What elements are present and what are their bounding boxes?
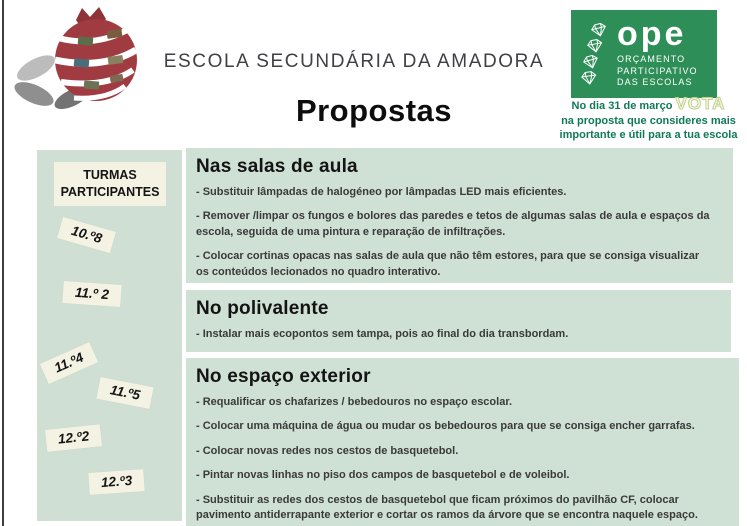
section-polivalente [186, 290, 731, 352]
vote-callout [550, 94, 747, 143]
ope-logo [571, 10, 717, 98]
class-tag-11-2: 11.º 2 [62, 281, 121, 307]
page-title: Propostas [295, 93, 453, 128]
section-title: Nas salas de aula [196, 156, 358, 177]
class-tag-11-4: 11.º4 [40, 342, 98, 384]
sidebar-turmas-panel [37, 150, 182, 521]
vote-line-3: importante e útil para a tua escola [559, 129, 738, 141]
proposal-item: - Substituir lâmpadas de halogéneo por lâmpadas LED mais eficientes. [196, 186, 567, 198]
vote-prefix: No dia 31 de março [571, 100, 673, 112]
diamond-icon [578, 69, 600, 88]
proposal-item: - Substituir as redes dos cestos de basquetebol que ficam próximos do pavilhão CF, colocar pavimento antiderrapante exterior e cortar os ramos da árvore que se encontra naquele espaço. [196, 493, 698, 521]
ope-tagline-line: DAS ESCOLAS [617, 77, 693, 88]
ope-wordmark: ope [617, 15, 687, 54]
proposal-item: - Pintar novas linhas no piso dos campos de basquetebol e de voleibol. [196, 469, 570, 482]
vote-line-2: na proposta que consideres mais [561, 114, 736, 127]
vote-word: VOTA [675, 94, 726, 113]
section-title: No polivalente [196, 298, 329, 319]
proposal-item: - Remover /limpar os fungos e bolores das paredes e tetos de algumas salas de aula e espaços da escola, seguida de uma pintura e reparação de infiltrações. [196, 210, 710, 238]
turmas-title: TURMAS PARTICIPANTES [54, 162, 166, 206]
class-tag-10-8: 10.º8 [57, 217, 116, 253]
page-left-border [2, 0, 4, 526]
section-salas-de-aula [186, 148, 733, 283]
proposal-item: - Colocar cortinas opacas nas salas de aula que não têm estores, para que se consiga visualizar os conteúdos lecionados no quadro interativo. [196, 250, 700, 278]
proposal-item: - Requalificar os chafarizes / bebedouros no espaço escolar. [196, 396, 513, 408]
class-tag-12-3: 12.º3 [88, 469, 145, 495]
proposal-item: - Colocar novas redes nos cestos de basquetebol. [196, 444, 459, 457]
ope-tagline [617, 54, 711, 89]
pomegranate-logo-icon [12, 4, 152, 116]
proposal-item: - Instalar mais ecopontos sem tampa, pois ao final do dia transbordam. [196, 328, 569, 340]
ope-diamond-icons [579, 22, 613, 86]
ope-tagline-line: PARTICIPATIVO [617, 65, 698, 76]
vote-line-1 [550, 94, 747, 114]
proposal-item: - Colocar uma máquina de água ou mudar os bebedouros para que se consiga encher garrafas. [196, 420, 695, 433]
section-title: No espaço exterior [196, 366, 371, 387]
class-tag-12-2: 12.º2 [45, 424, 102, 452]
ope-tagline-line: ORÇAMENTO [617, 54, 686, 65]
school-name: ESCOLA SECUNDÁRIA DA AMADORA [163, 51, 545, 72]
ope-wordmark-block [613, 15, 711, 89]
class-tag-11-5: 11.º5 [96, 377, 153, 409]
section-espaco-exterior [186, 358, 739, 526]
